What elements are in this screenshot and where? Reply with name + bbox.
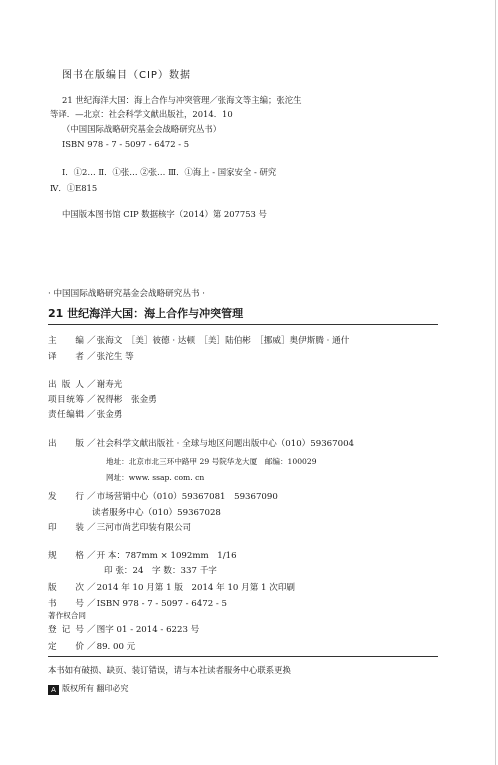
copyright-row: 登 记 号 ／图字 01 - 2014 - 6223 号 bbox=[48, 625, 200, 635]
price-label: 定 价 bbox=[48, 642, 84, 652]
distribution-label: 发 行 bbox=[48, 492, 84, 502]
editors-value: 张海文 ［美］彼德 · 达顿 ［美］陆伯彬 ［挪威］奥伊斯腾 · 通什 bbox=[96, 336, 350, 346]
cip-line-title: 21 世纪海洋大国：海上合作与冲突管理／张海文等主编；张沱生 bbox=[62, 95, 302, 105]
distribution-row: 发 行 ／市场营销中心（010）59367081 59367090 bbox=[48, 492, 278, 502]
edition-row: 版 次 ／2014 年 10 月第 1 版 2014 年 10 月第 1 次印刷 bbox=[48, 583, 296, 593]
isbn-label: 书 号 bbox=[48, 599, 84, 609]
cip-line-series: （中国国际战略研究基金会战略研究丛书） bbox=[62, 124, 222, 134]
cip-line-isbn: ISBN 978 - 7 - 5097 - 6472 - 5 bbox=[62, 139, 190, 149]
rights-line bbox=[48, 683, 129, 695]
price-value: 89. 00 元 bbox=[96, 642, 136, 652]
publisher-address: 地址：北京市北三环中路甲 29 号院华龙大厦 邮编：100029 bbox=[106, 457, 317, 466]
translators-label: 译 者 bbox=[48, 352, 84, 362]
reader-service-row: 读者服务中心（010）59367028 bbox=[92, 508, 221, 518]
copyright-value: 图字 01 - 2014 - 6223 号 bbox=[96, 625, 200, 635]
publish-label: 出 版 bbox=[48, 439, 84, 449]
isbn-row: 书 号 ／ISBN 978 - 7 - 5097 - 6472 - 5 bbox=[48, 599, 228, 609]
translators-row: 译 者 ／张沱生 等 bbox=[48, 352, 134, 362]
coordinator-value: 祝得彬 张金勇 bbox=[96, 395, 157, 405]
rights-text: 版权所有 翻印必究 bbox=[62, 684, 129, 693]
cip-line-class-code: Ⅳ．①E815 bbox=[50, 183, 98, 193]
publisher-logo-icon: A bbox=[48, 685, 59, 695]
spec-row-2: 印 张：24 字 数：337 千字 bbox=[104, 566, 217, 576]
cip-line-classification: Ⅰ．①2… Ⅱ．①张… ②张… Ⅲ．①海上 - 国家安全 - 研究 bbox=[62, 167, 277, 177]
coordinator-label: 项目统筹 bbox=[48, 395, 84, 405]
coordinator-row: 项目统筹 ／祝得彬 张金勇 bbox=[48, 395, 157, 405]
publish-row: 出 版 ／社会科学文献出版社 · 全球与地区问题出版中心（010）59367004 bbox=[48, 439, 355, 449]
editors-row: 主 编 ／张海文 ［美］彼德 · 达顿 ［美］陆伯彬 ［挪威］奥伊斯腾 · 通什 bbox=[48, 336, 350, 346]
publish-value: 社会科学文献出版社 · 全球与地区问题出版中心（010）59367004 bbox=[96, 439, 355, 449]
edition-label: 版 次 bbox=[48, 583, 84, 593]
publisher-person-row: 出 版 人 ／谢寿光 bbox=[48, 380, 123, 390]
replacement-notice: 本书如有破损、缺页、装订错误，请与本社读者服务中心联系更换 bbox=[48, 665, 291, 675]
copyright-label: 登 记 号 bbox=[48, 625, 84, 635]
cip-heading: 图书在版编目（CIP）数据 bbox=[62, 70, 191, 81]
printing-value: 三河市尚艺印装有限公司 bbox=[96, 523, 192, 533]
editor-label: 责任编辑 bbox=[48, 410, 84, 420]
cip-line-data-number: 中国版本图书馆 CIP 数据核字（2014）第 207753 号 bbox=[62, 209, 267, 219]
editor-value: 张金勇 bbox=[96, 410, 123, 420]
cip-line-publisher: 等译．—北京：社会科学文献出版社，2014．10 bbox=[50, 109, 233, 119]
bottom-divider bbox=[48, 656, 438, 657]
publisher-person-label: 出 版 人 bbox=[48, 380, 84, 390]
printing-row: 印 装 ／三河市尚艺印装有限公司 bbox=[48, 523, 192, 533]
page-edge bbox=[495, 0, 496, 765]
spec-value: 开 本：787mm × 1092mm 1/16 bbox=[96, 551, 237, 561]
isbn-value: ISBN 978 - 7 - 5097 - 6472 - 5 bbox=[96, 599, 228, 609]
printing-label: 印 装 bbox=[48, 523, 84, 533]
series-name: · 中国国际战略研究基金会战略研究丛书 · bbox=[48, 289, 206, 299]
translators-value: 张沱生 等 bbox=[96, 352, 134, 362]
copyright-contract-label: 著作权合同 bbox=[48, 611, 86, 620]
editor-row: 责任编辑 ／张金勇 bbox=[48, 410, 123, 420]
book-title: 21 世纪海洋大国：海上合作与冲突管理 bbox=[48, 307, 244, 320]
publisher-website: 网址：www. ssap. com. cn bbox=[106, 473, 205, 482]
distribution-value: 市场营销中心（010）59367081 59367090 bbox=[96, 492, 278, 502]
edition-value: 2014 年 10 月第 1 版 2014 年 10 月第 1 次印刷 bbox=[96, 583, 296, 593]
spec-row: 规 格 ／开 本：787mm × 1092mm 1/16 bbox=[48, 551, 237, 561]
title-divider bbox=[48, 324, 438, 325]
publisher-person-value: 谢寿光 bbox=[96, 380, 123, 390]
price-row: 定 价 ／89. 00 元 bbox=[48, 642, 136, 652]
spec-label: 规 格 bbox=[48, 551, 84, 561]
editors-label: 主 编 bbox=[48, 336, 84, 346]
